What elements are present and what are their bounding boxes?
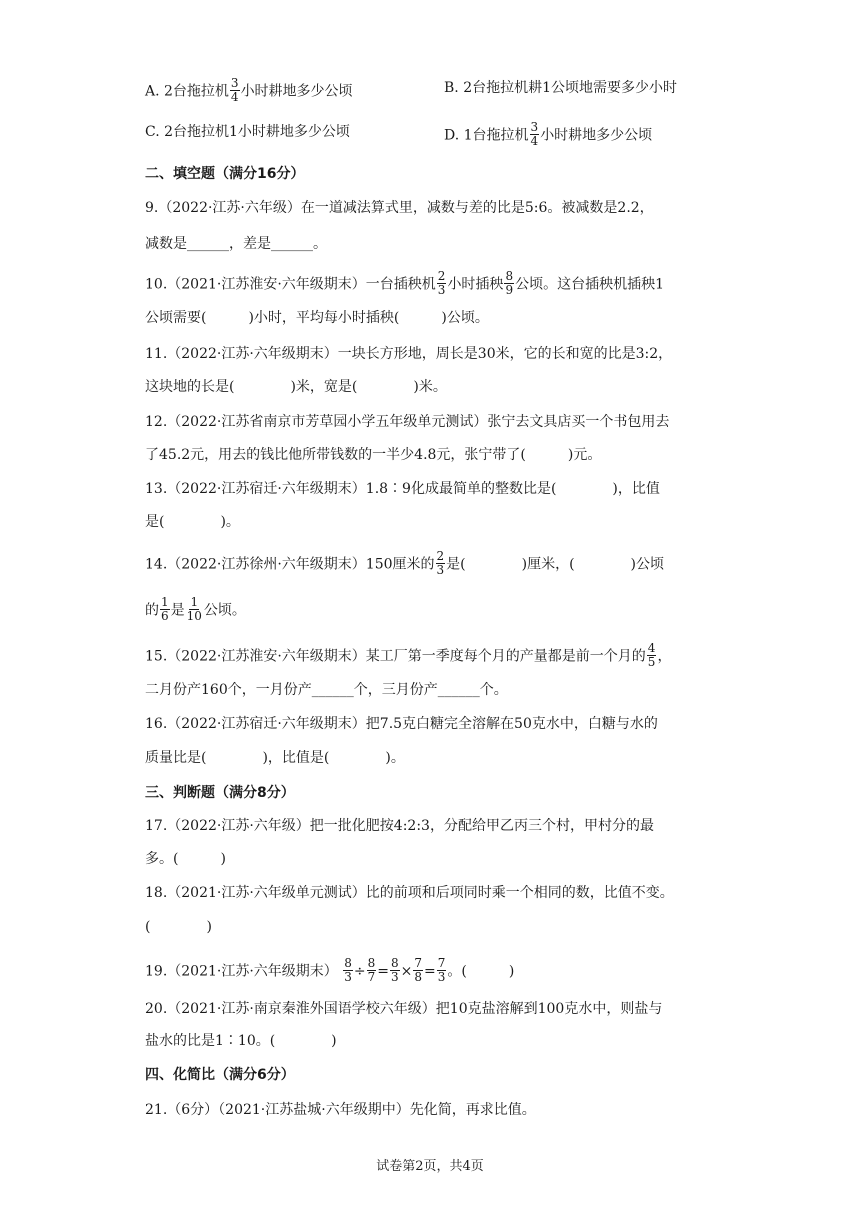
question-12-line-1: 12.（2022·江苏省南京市芳草园小学五年级单元测试）张宁去文具店买一个书包用去 [145,414,670,430]
question-9-line-2: 减数是______，差是______。 [145,236,327,252]
question-14-line-1: 14.（2022·江苏徐州·六年级期末）150厘米的 $\frac{2}{3}$ 是( )厘米，( )公顷 [145,549,665,577]
question-16-line-2: 质量比是( )，比值是( )。 [145,750,405,766]
option-d-text: D. 1台拖拉机 [444,127,529,144]
question-10-line-1: 10.（2021·江苏淮安·六年级期末）一台插秧机 $\frac{2}{3}$ 小时插秧 $\frac{8}{9}$ 公顷。这台插秧机插秧1 [145,269,664,297]
fraction: $\frac{1}{6}$ [161,595,169,623]
question-9-line-1: 9.（2022·江苏·六年级）在一道减法算式里，减数与差的比是5:6。被减数是2.2， [145,200,654,216]
question-14-line-2: 的 $\frac{1}{6}$ 是 $\frac{1}{10}$ 公顷。 [145,595,246,623]
page-footer: 试卷第2页，共4页 [376,1159,484,1174]
option-b-text: B. 2台拖拉机耕1公顷地需要多少小时 [444,80,678,96]
fraction: $\frac{3}{4}$ [230,76,239,104]
fraction: $\frac{1}{10}$ [186,595,202,623]
question-11-line-2: 这块地的长是( )米，宽是( )米。 [145,379,447,395]
fraction: $\frac{8}{7}$ [367,956,376,984]
section-heading-simplify: 四、化简比（满分6分） [145,1067,295,1083]
section-heading-fill: 二、填空题（满分16分） [145,166,305,182]
question-19-line-1: 19.（2021·江苏·六年级期末） $\frac{8}{3}$ ÷ $\frac{8}{7}$ = $\frac{8}{3}$ × $\frac{7}{8}$ = $\frac{7}{3}$ 。( ) [145,956,515,984]
question-20-line-1: 20.（2021·江苏·南京秦淮外国语学校六年级）把10克盐溶解到100克水中，则盐与 [145,1001,663,1017]
fraction: $\frac{8}{9}$ [505,269,514,297]
question-10-line-2: 公顷需要( )小时，平均每小时插秧( )公顷。 [145,310,489,326]
option-c [145,122,350,142]
question-18-line-1: 18.（2021·江苏·六年级单元测试）比的前项和后项同时乘一个相同的数，比值不变。 [145,885,674,901]
fraction: $\frac{2}{3}$ [436,549,445,577]
question-12-line-2: 了45.2元，用去的钱比他所带钱数的一半少4.8元，张宁带了( )元。 [145,447,602,463]
fraction: $\frac{7}{3}$ [437,956,446,984]
fraction: $\frac{3}{4}$ [530,120,539,148]
fraction: $\frac{2}{3}$ [437,269,446,297]
option-a: A. 2台拖拉机 $\frac{3}{4}$ 小时耕地多少公顷 [145,76,353,104]
option-b [444,78,677,98]
fraction: $\frac{8}{3}$ [344,956,352,984]
question-18-line-2: ( ) [145,919,212,935]
question-15-line-2: 二月份产160个，一月份产______个，三月份产______个。 [145,682,508,698]
question-16-line-1: 16.（2022·江苏宿迁·六年级期末）把7.5克白糖完全溶解在50克水中，白糖与水的 [145,716,658,732]
fraction: $\frac{4}{5}$ [647,641,656,669]
question-11-line-1: 11.（2022·江苏·六年级期末）一块长方形地，周长是30米，它的长和宽的比是3:2， [145,346,673,362]
option-c-text: C. 2台拖拉机1小时耕地多少公顷 [145,124,350,140]
question-21-line-1: 21.（6分）（2021·江苏盐城·六年级期中）先化简，再求比值。 [145,1102,536,1118]
question-13-line-2: 是( )。 [145,514,240,530]
section-heading-judge: 三、判断题（满分8分） [145,785,295,801]
question-17-line-1: 17.（2022·江苏·六年级）把一批化肥按4:2:3，分配给甲乙丙三个村，甲村分的最 [145,818,654,834]
fraction: $\frac{8}{3}$ [391,956,399,984]
option-d: D. 1台拖拉机 $\frac{3}{4}$ 小时耕地多少公顷 [444,120,653,148]
question-15-line-1: 15.（2022·江苏淮安·六年级期末）某工厂第一季度每个月的产量都是前一个月的 $\frac{4}{5}$ ， [145,641,672,669]
question-20-line-2: 盐水的比是1∶10。( ) [145,1033,337,1049]
question-17-line-2: 多。( ) [145,851,226,867]
fraction: $\frac{7}{8}$ [414,956,423,984]
question-13-line-1: 13.（2022·江苏宿迁·六年级期末）1.8∶9化成最简单的整数比是( )，比值 [145,481,660,497]
option-a-text: A. 2台拖拉机 [145,83,229,100]
